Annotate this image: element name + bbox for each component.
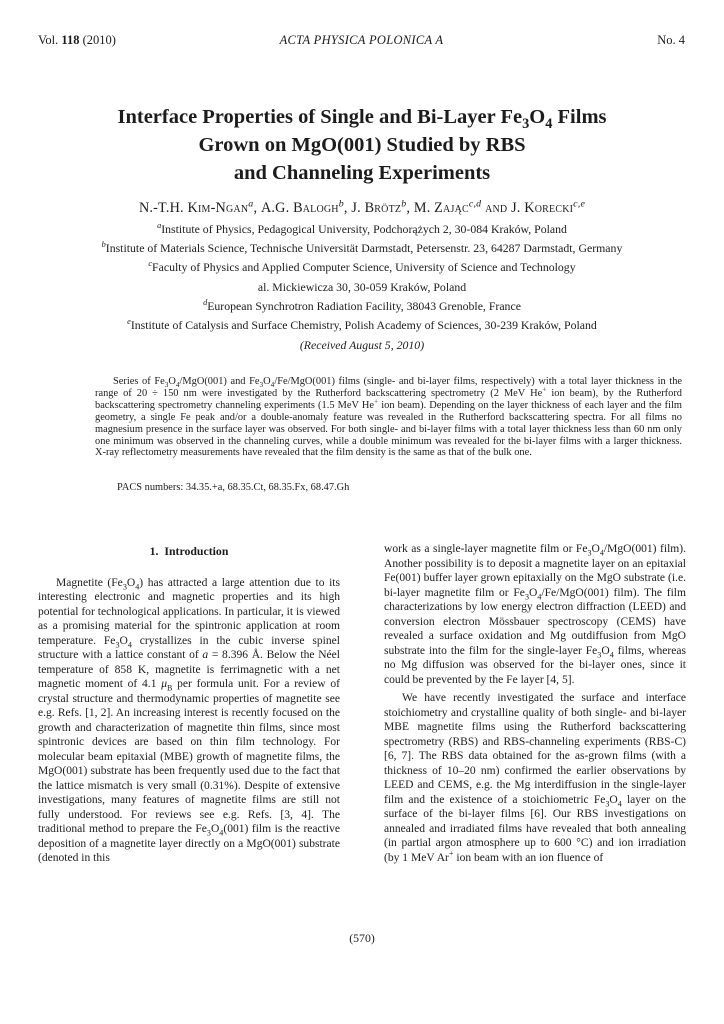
volume-info: Vol. 118 (2010) bbox=[38, 33, 116, 47]
issue-number: No. 4 bbox=[657, 33, 685, 47]
paragraph: We have recently investigated the surface and interface stoichiometry and crystalline quality of both single- and bi-layer MBE magnetite films using the Rutherford backscattering spectrometry (RBS) and RBS-channeling experiments (RBS-C) [6, 7]. The RBS data obtained for the as-grown films (with a thickness of 10–20 nm) confirmed the earlier observations by LEED and CEMS, e.g. the Mg interdiffusion in the single-layer film and the existence of a stoichiometric $Fe_3O_4$ layer on the surface of the bi-layer films [6]. Our RBS investigations on annealed and irradiated films have revealed that both annealing (in partial argon atmosphere up to 600 °C) and ion irradiation (by 1 MeV Ar+ ion beam with an ion fluence of bbox=[384, 692, 686, 864]
page-number: (570) bbox=[349, 931, 375, 945]
affiliation: $^b$Institute of Materials Science, Technische Universität Darmstadt, Petersenstr. 23, 64287 Darmstadt, Germany bbox=[101, 240, 623, 256]
paper-title: Interface Properties of Single and Bi-Layer $Fe_3O_4$ Films Grown on MgO(001) Studied by RBS and Channeling Experiments bbox=[117, 106, 607, 184]
abstract: Series of $Fe_3O_4/MgO(001)$ and $Fe_3O_4/Fe/MgO(001)$ films (single- and bi-layer films, respectively) with a total layer thickness in the range of 20 ÷ 150 nm were investigated by the Rutherford backscattering spectrometry (2 MeV He+ ion beam), by the Rutherford backscattering spectrometry channeling experiments (1.5 MeV He+ ion beam). Depending on the layer thickness of each layer and the film geometry, a single Fe peak and/or a double-anomaly feature was revealed in the Rutherford backscattering spectra. For all films no magnesium presence in the surface layer was observed. For both single- and bi-layer films with a total layer thickness less than 60 nm only one minimum was observed in the channeling curves, while a double minimum was revealed for the bi-layer films with a larger thickness. X-ray reflectometry measurements have revealed that the film density is the same as that of the bulk one. bbox=[95, 376, 682, 459]
affiliation: $^d$European Synchrotron Radiation Facility, 38043 Grenoble, France bbox=[203, 297, 521, 313]
paragraph: Magnetite $(Fe_3O_4)$ has attracted a large attention due to its interesting electronic and magnetic properties and its high potential for technological applications. In particular, it is viewed as a promising material for the spintronic application at room temperature. $Fe_3O_4$ crystallizes in the cubic inverse spinel structure with a lattice constant of a = 8.396 Å. Below the Néel temperature of 858 K, magnetite is ferrimagnetic with a net magnetic moment of 4.1 $\mu_B$ per formula unit. For a review of crystal structure and thermodynamic properties of magnetite see e.g. Refs. [1, 2]. An increasing interest is recently focused on the growth and characterization of magnetite thin films, since most spintronic devices are based on thin film technology. For molecular beam epitaxial (MBE) growth of magnetite films, the MgO(001) substrate has been frequently used due to the fact that the lattice mismatch is very small (0.31%). Despite of extensive investigations, many features of magnetite films are still not fully understood. For reviews see e.g. Refs. [3, 4]. The traditional method to prepare the $Fe_3O_4(001)$ film is the reactive deposition of a magnetite layer directly on a MgO(001) substrate (denoted in this bbox=[38, 576, 340, 864]
journal-name: ACTA PHYSICA POLONICA A bbox=[279, 33, 444, 47]
affiliation: $^e$Institute of Catalysis and Surface Chemistry, Polish Academy of Sciences, 30-239 Kraków, Poland bbox=[127, 317, 597, 333]
affiliation: $^c$Faculty of Physics and Applied Computer Science, University of Science and Technology bbox=[148, 259, 576, 275]
affiliation: al. Mickiewicza 30, 30-059 Kraków, Poland bbox=[257, 279, 467, 294]
volume-number: 118 bbox=[61, 33, 80, 47]
body-column-left bbox=[38, 542, 340, 866]
running-header bbox=[38, 33, 685, 51]
paragraph: work as a single-layer magnetite film or $Fe_3O_4/MgO(001)$ film). Another possibility is to deposit a magnetite layer on an epitaxial Fe(001) buffer layer grown epitaxially on the MgO substrate (i.e. bi-layer magnetite film or $Fe_3O_4/Fe/MgO(001)$ film). The film characterizations by low energy electron diffraction (LEED) and conversion electron Mössbauer spectroscopy (CEMS) have revealed a surface oxidation and Mg outdiffusion from MgO substrate into the film for the single-layer $Fe_3O_4$ films, whereas no Mg diffusion was observed for the bi-layer ones, since it could be prevented by the Fe layer [4, 5]. bbox=[384, 543, 687, 686]
body-column-right bbox=[384, 542, 686, 865]
received-date: (Received August 5, 2010) bbox=[299, 338, 425, 352]
author-list: N.-T.H. Kim-Ngan$^a$, A.G. Balogh$^b$, J. Brötz$^b$, M. Zając$^{c,d}$ and J. Korecki$^{c,e}$ bbox=[138, 198, 586, 216]
section-heading: 1. Introduction bbox=[149, 544, 229, 558]
pacs-numbers: PACS numbers: 34.35.+a, 68.35.Ct, 68.35.Fx, 68.47.Gh bbox=[117, 482, 350, 493]
affiliations bbox=[30, 220, 694, 335]
affiliation: $^a$Institute of Physics, Pedagogical University, Podchorążych 2, 30-084 Kraków, Poland bbox=[157, 221, 567, 236]
